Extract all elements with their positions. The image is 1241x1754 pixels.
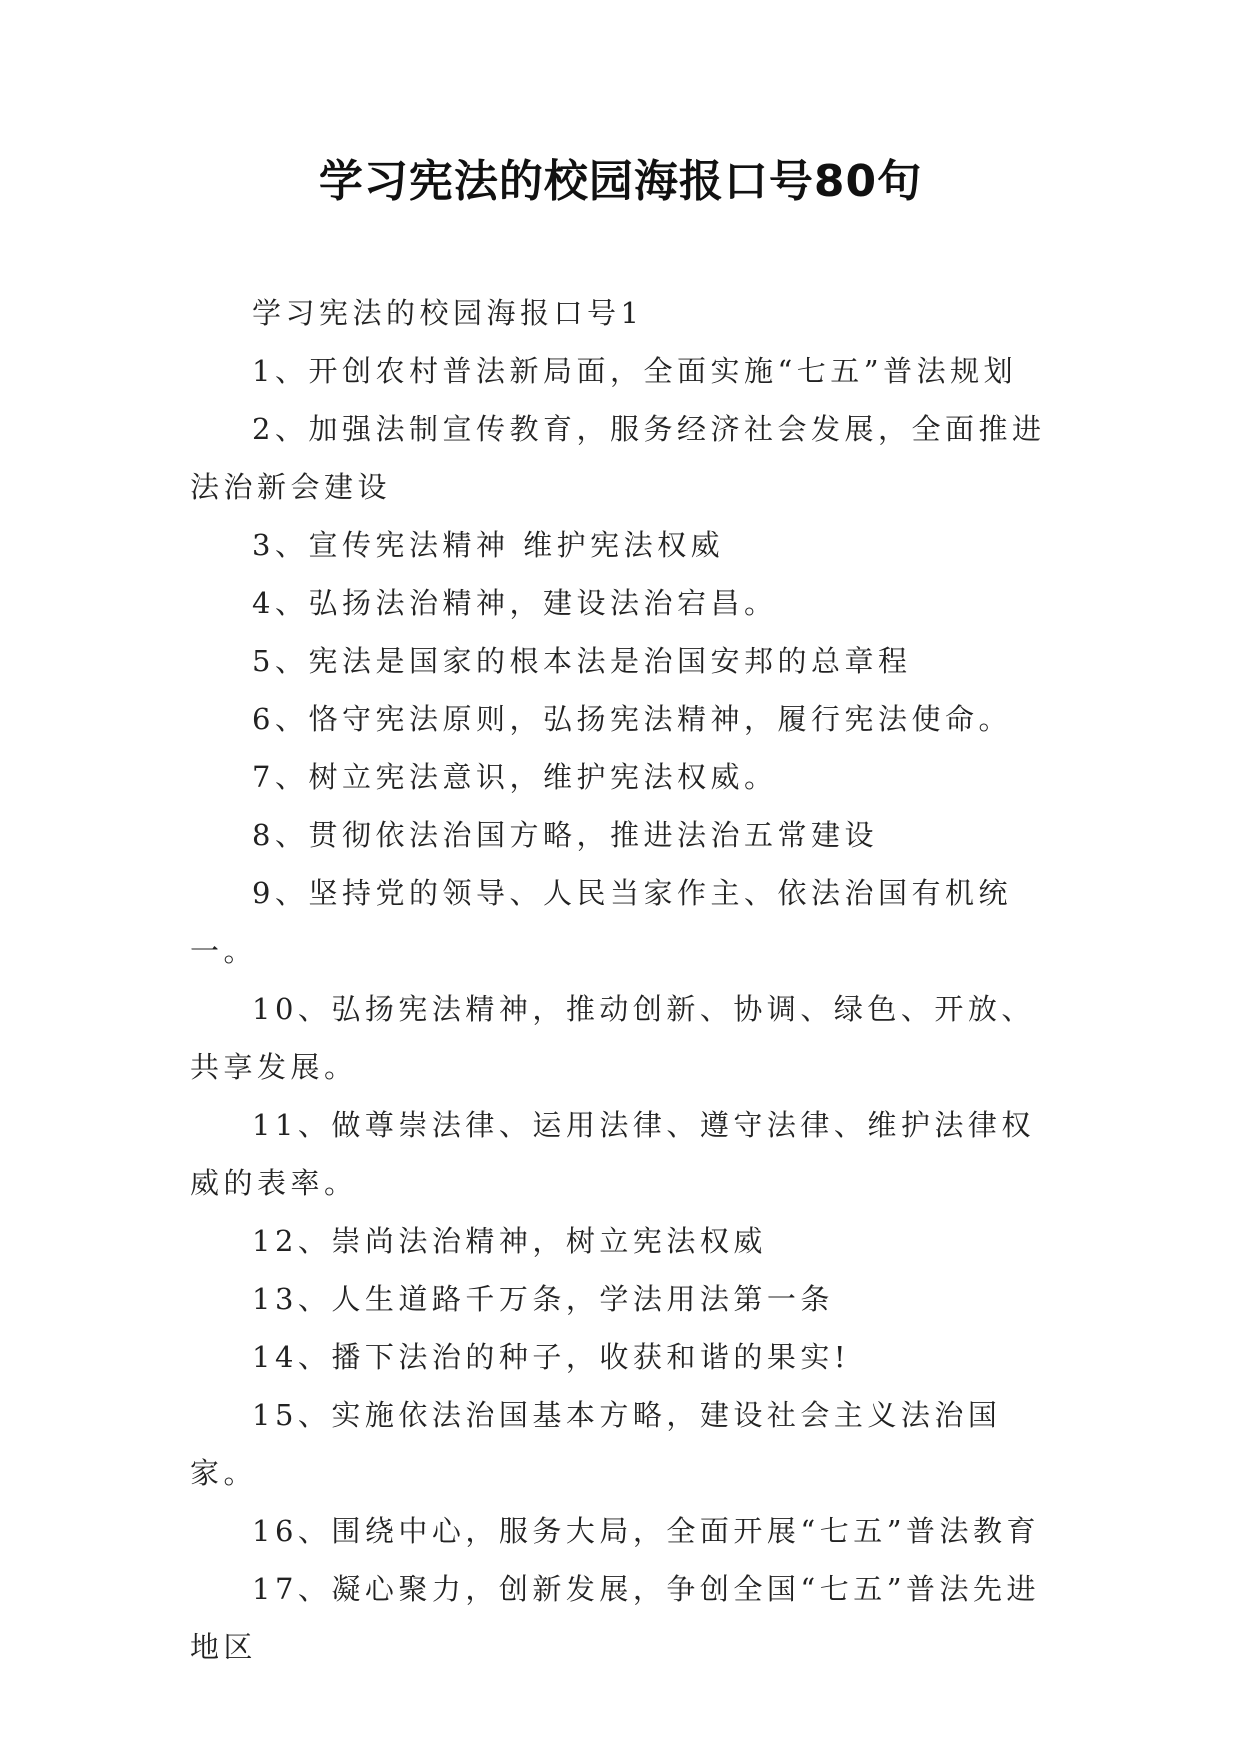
slogan-item: 11、做尊崇法律、运用法律、遵守法律、维护法律权威的表率。 bbox=[190, 1108, 1035, 1200]
slogan-item: 3、宣传宪法精神 维护宪法权威 bbox=[252, 528, 725, 562]
slogan-item: 17、凝心聚力，创新发展，争创全国“七五”普法先进地区 bbox=[190, 1572, 1041, 1664]
slogan-item: 9、坚持党的领导、人民当家作主、依法治国有机统一。 bbox=[190, 876, 1012, 968]
document-title: 学习宪法的校园海报口号80句 bbox=[318, 156, 923, 207]
slogan-item: 6、恪守宪法原则，弘扬宪法精神，履行宪法使命。 bbox=[252, 702, 1012, 736]
slogan-item: 4、弘扬法治精神，建设法治宕昌。 bbox=[252, 586, 778, 620]
section-heading: 学习宪法的校园海报口号1 bbox=[252, 296, 644, 330]
slogan-item: 16、围绕中心，服务大局，全面开展“七五”普法教育 bbox=[252, 1514, 1041, 1548]
slogan-item: 7、树立宪法意识，维护宪法权威。 bbox=[252, 760, 778, 794]
slogan-item: 15、实施依法治国基本方略，建设社会主义法治国家。 bbox=[190, 1398, 1002, 1490]
slogan-item: 13、人生道路千万条，学法用法第一条 bbox=[252, 1282, 834, 1316]
slogan-item: 14、播下法治的种子，收获和谐的果实! bbox=[252, 1340, 851, 1374]
slogan-item: 2、加强法制宣传教育，服务经济社会发展，全面推进法治新会建设 bbox=[190, 412, 1046, 504]
document-body bbox=[190, 284, 1052, 1676]
slogan-item: 10、弘扬宪法精神，推动创新、协调、绿色、开放、共享发展。 bbox=[190, 992, 1035, 1084]
slogan-item: 12、崇尚法治精神，树立宪法权威 bbox=[252, 1224, 767, 1258]
slogan-item: 1、开创农村普法新局面，全面实施“七五”普法规划 bbox=[252, 354, 1018, 388]
slogan-item: 5、宪法是国家的根本法是治国安邦的总章程 bbox=[252, 644, 912, 678]
slogan-item: 8、贯彻依法治国方略，推进法治五常建设 bbox=[252, 818, 878, 852]
